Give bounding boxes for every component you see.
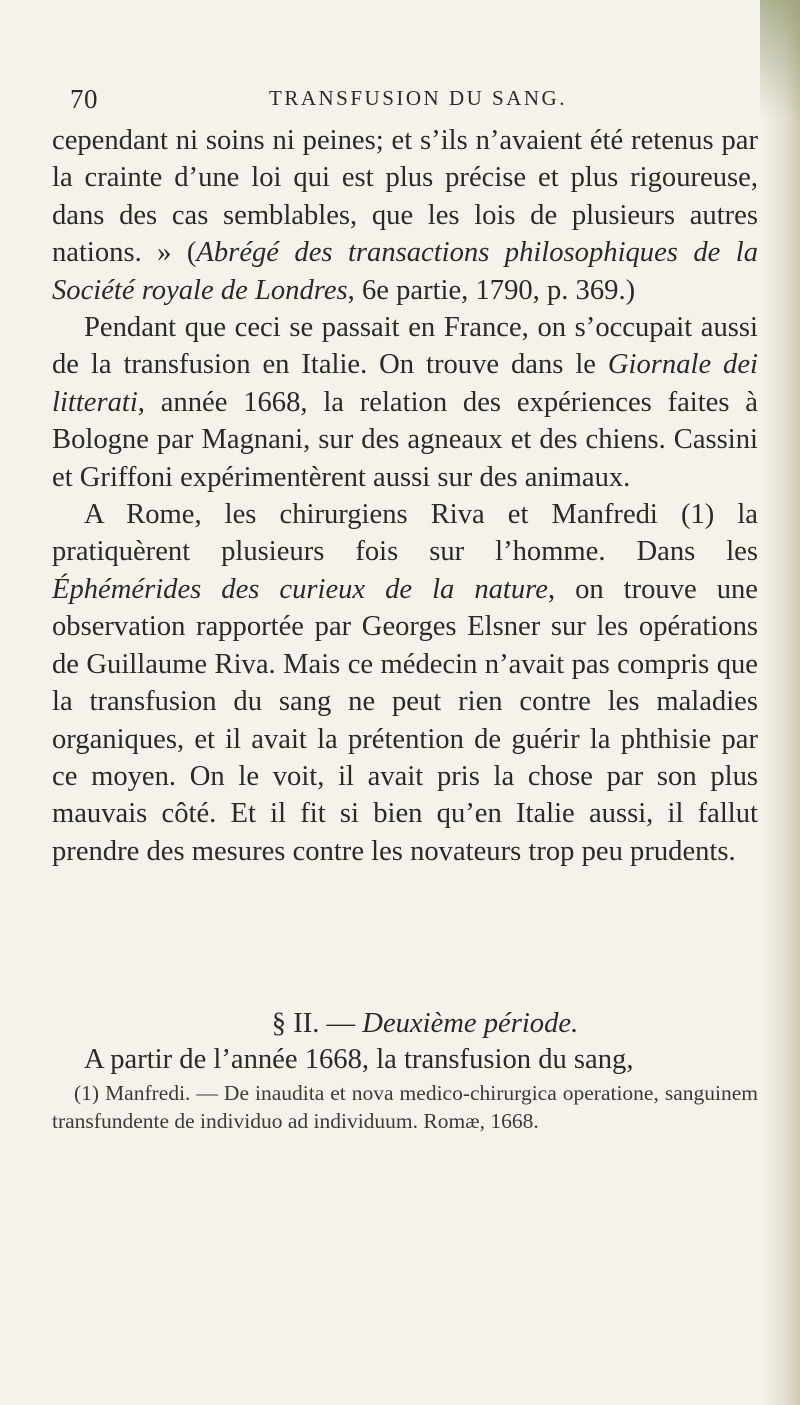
paragraph-3-text-end: , on trouve une observation rapportée par Georges Elsner sur les opérations de Guillaume Riva. Mais ce médecin n’avait pas compris que la transfusion du sang ne peut rien contre les maladies organiques, et il avait la prétention de guérir la phthisie par ce moyen. On le voit, il avait pris la chose par son plus mauvais côté. Et il fit si bien qu’en Italie aussi, il fallut prendre des mesures contre les novateurs trop peu prudents.: [52, 573, 758, 867]
paragraph-2-text-end: , année 1668, la relation des expériences faites à Bologne par Magnani, sur des agneaux et des chiens. Cassini et Griffoni expérimentèrent aussi sur des animaux.: [52, 386, 758, 493]
body-text: [52, 122, 758, 870]
paragraph-4: A partir de l’année 1668, la transfusion du sang,: [84, 1044, 634, 1075]
page-number: 70: [70, 84, 98, 114]
corner-stain: [760, 0, 800, 120]
section-prefix: § II. —: [271, 1008, 356, 1039]
paragraph-1-italic-title: Abrégé des transactions philosophiques de la Société royale de Londres: [52, 237, 758, 306]
section-heading: [52, 1004, 758, 1044]
section-title: Deuxième période.: [362, 1008, 579, 1039]
paragraph-3: [52, 496, 758, 870]
footnote: (1) Manfredi. — De inaudita et nova medico-chirurgica operatione, sanguinem transfundente de individuo ad individuum. Romæ, 1668.: [52, 1081, 758, 1133]
paragraph-3-text: A Rome, les chirurgiens Riva et Manfredi (1) la pratiquèrent plusieurs fois sur l’homme. Dans les: [52, 499, 758, 568]
paragraph-1-text: cependant ni soins ni peines; et s’ils n’avaient été retenus par la crainte d’une loi qui est plus précise et plus rigoureuse, dans des cas semblables, que les lois de plusieurs autres nations. » (: [52, 125, 758, 269]
page-header: [70, 84, 730, 124]
page-edge-shadow: [762, 0, 800, 1405]
paragraph-1-text-end: , 6e partie, 1790, p. 369.): [347, 274, 636, 306]
paragraph-2-text: Pendant que ceci se passait en France, on s’occupait aussi de la transfusion en Italie. On trouve dans le: [52, 312, 758, 381]
paragraph-2-italic-title: Giornale dei litterati: [52, 349, 758, 418]
running-title: TRANSFUSION DU SANG.: [269, 86, 567, 110]
paragraph-2: [52, 309, 758, 496]
paragraph-3-italic-title: Éphémérides des curieux de la nature: [52, 573, 548, 605]
paragraph-1: [52, 122, 758, 309]
